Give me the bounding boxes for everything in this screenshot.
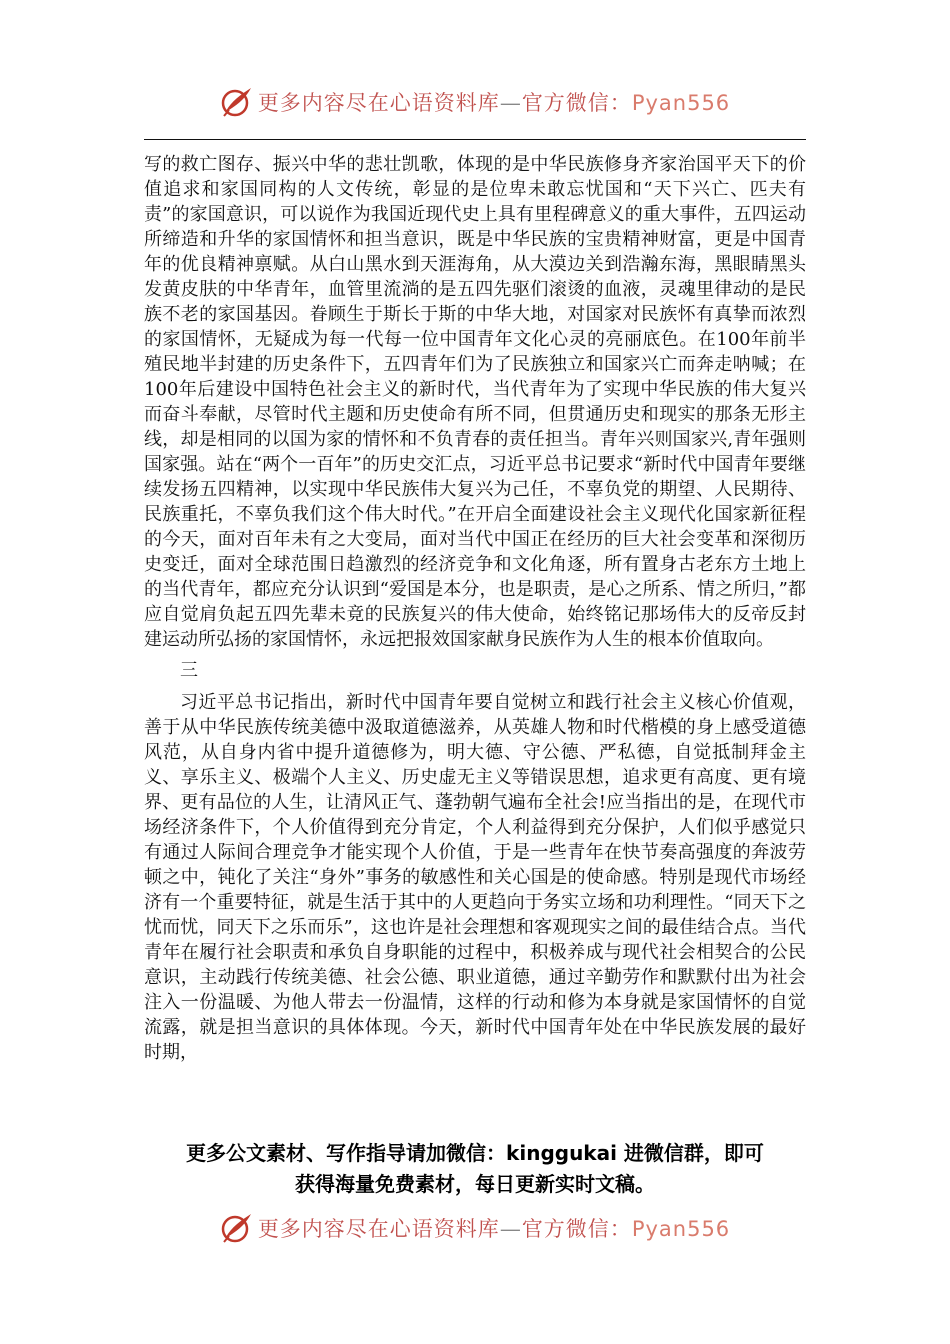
promo-note bbox=[110, 1138, 840, 1200]
footer-banner bbox=[0, 1206, 950, 1250]
header-site-name: 更多内容尽在心语资料库 bbox=[257, 91, 500, 115]
footer-official-label: 官方微信： bbox=[521, 1217, 632, 1241]
footer-separator: — bbox=[499, 1217, 522, 1241]
header-wechat-id: Pyan556 bbox=[631, 91, 731, 115]
footer-wechat-id: Pyan556 bbox=[631, 1217, 731, 1241]
body-paragraph-2: 习近平总书记指出，新时代中国青年要自觉树立和践行社会主义核心价值观，善于从中华民族传统美德中汲取道德滋养，从英雄人物和时代楷模的身上感受道德风范，从自身内省中提升道德修为，明大德、守公德、严私德，自觉抵制拜金主义、享乐主义、极端个人主义、历史虚无主义等错误思想，追求更有高度、更有境界、更有品位的人生，让清风正气、蓬勃朝气遍布全社会!应当指出的是，在现代市场经济条件下，个人价值得到充分肯定，个人利益得到充分保护，人们似乎感觉只有通过人际间合理竞争才能实现个人价值，于是一些青年在快节奏高强度的奔波劳顿之中，钝化了关注“身外”事务的敏感性和关心国是的使命感。特别是现代市场经济有一个重要特征，就是生活于其中的人更趋向于务实立场和功利理性。“同天下之忧而忧，同天下之乐而乐”，这也许是社会理想和客观现实之间的最佳结合点。当代青年在履行社会职责和承负自身职能的过程中，积极养成与现代社会相契合的公民意识，主动践行传统美德、社会公德、职业道德，通过辛勤劳作和默默付出为社会注入一份温暖、为他人带去一份温情，这样的行动和修为本身就是家国情怀的自觉流露，就是担当意识的具体体现。今天，新时代中国青年处在中华民族发展的最好时期， bbox=[144, 692, 806, 1063]
promo-line-1: 更多公文素材、写作指导请加微信：kinggukai 进微信群，即可 bbox=[186, 1141, 764, 1165]
header-separator: — bbox=[499, 91, 522, 115]
footer-site-name: 更多内容尽在心语资料库 bbox=[257, 1217, 500, 1241]
document-body bbox=[144, 152, 806, 1065]
header-divider bbox=[144, 139, 806, 140]
header-official-label: 官方微信： bbox=[521, 91, 632, 115]
section-heading: 三 bbox=[180, 660, 198, 681]
header-banner-text bbox=[258, 87, 730, 117]
header-banner bbox=[0, 80, 950, 124]
promo-line-2: 获得海量免费素材，每日更新实时文稿。 bbox=[295, 1172, 655, 1196]
body-paragraph-1: 写的救亡图存、振兴中华的悲壮凯歌，体现的是中华民族修身齐家治国平天下的价值追求和家国同构的人文传统，彰显的是位卑未敢忘忧国和“天下兴亡、匹夫有责”的家国意识，可以说作为我国近现代史上具有里程碑意义的重大事件，五四运动所缔造和升华的家国情怀和担当意识，既是中华民族的宝贵精神财富，更是中国青年的优良精神禀赋。从白山黑水到天涯海角，从大漠边关到浩瀚东海，黑眼睛黑头发黄皮肤的中华青年，血管里流淌的是五四先驱们滚烫的血液，灵魂里律动的是民族不老的家国基因。眷顾生于斯长于斯的中华大地，对国家对民族怀有真挚而浓烈的家国情怀，无疑成为每一代每一位中国青年文化心灵的亮丽底色。在100年前半殖民地半封建的历史条件下，五四青年们为了民族独立和国家兴亡而奔走呐喊；在100年后建设中国特色社会主义的新时代，当代青年为了实现中华民族的伟大复兴而奋斗奉献，尽管时代主题和历史使命有所不同，但贯通历史和现实的那条无形主线，却是相同的以国为家的情怀和不负青春的责任担当。青年兴则国家兴,青年强则国家强。站在“两个一百年”的历史交汇点，习近平总书记要求“新时代中国青年要继续发扬五四精神，以实现中华民族伟大复兴为己任，不辜负党的期望、人民期待、民族重托，不辜负我们这个伟大时代。”在开启全面建设社会主义现代化国家新征程的今天，面对百年未有之大变局，面对当代中国正在经历的巨大社会变革和深彻历史变迁，面对全球范围日趋激烈的经济竞争和文化角逐，所有置身古老东方土地上的当代青年，都应充分认识到“爱国是本分，也是职责，是心之所系、情之所归，”都应自觉肩负起五四先辈未竟的民族复兴的伟大使命，始终铭记那场伟大的反帝反封建运动所弘扬的家国情怀，永远把报效国家献身民族作为人生的根本价值取向。 bbox=[144, 154, 806, 650]
quill-logo-icon bbox=[220, 1211, 254, 1245]
quill-logo-icon bbox=[220, 85, 254, 119]
footer-banner-text bbox=[258, 1213, 730, 1243]
